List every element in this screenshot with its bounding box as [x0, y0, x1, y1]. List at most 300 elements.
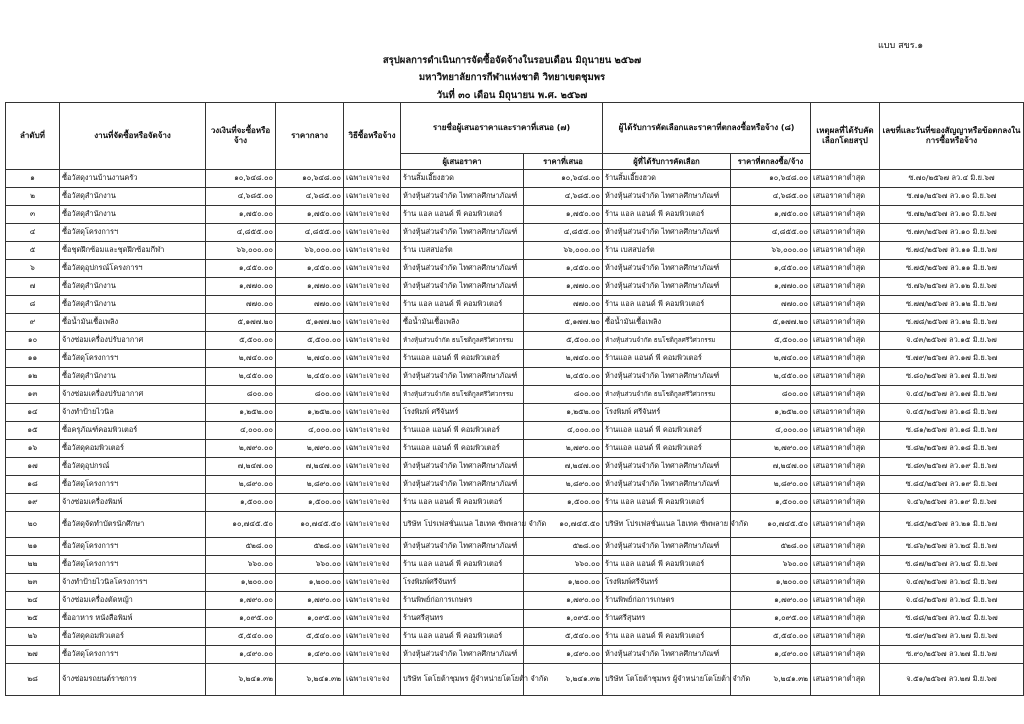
procurement-method: เฉพาะเจาะจง: [344, 646, 401, 664]
median-price: ๖,๒๔๑.๓๒: [276, 664, 344, 696]
table-row: [6, 646, 1024, 664]
budget-amount: ๘๐๐.๐๐: [206, 386, 276, 404]
procurement-method: เฉพาะเจาะจง: [344, 224, 401, 242]
winner-name: ร้าน เบสสปอร์ต: [603, 242, 731, 260]
winner-name: ร้าน แอล แอนด์ พี คอมพิวเตอร์: [603, 296, 731, 314]
table-row: [6, 296, 1024, 314]
procurement-method: เฉพาะเจาะจง: [344, 206, 401, 224]
procurement-method: เฉพาะเจาะจง: [344, 556, 401, 574]
row-number: ๒๐: [6, 512, 60, 538]
winner-name: ร้านสิ้มเอี๊ยงฮวด: [603, 170, 731, 188]
budget-amount: ๒,๘๙๐.๐๐: [206, 476, 276, 494]
selection-reason: เสนอราคาต่ำสุด: [811, 458, 880, 476]
bidder-name: ห้างหุ้นส่วนจำกัด ไทศาลศึกษาภัณฑ์: [401, 368, 524, 386]
bid-price: ๔,๘๕๕.๐๐: [524, 224, 603, 242]
bid-price: ๕,๕๐๐.๐๐: [524, 332, 603, 350]
work-description: ซื้อวัสดุโครงการฯ: [60, 350, 206, 368]
work-description: ซื้อวัสดุอุปกรณ์โครงการฯ: [60, 260, 206, 278]
contract-ref: ซ.๗๕/๒๕๖๗ ลว.๑๑ มิ.ย.๖๗: [880, 260, 1024, 278]
bidder-name: ห้างหุ้นส่วนจำกัด ไทศาลศึกษาภัณฑ์: [401, 188, 524, 206]
col-method-header: วิธีซื้อหรือจ้าง: [344, 103, 401, 170]
winner-name: โรงพิมพ์ศรีจันทร์: [603, 574, 731, 592]
contract-ref: ซ.๘๙/๒๕๖๗ ลว.๒๗ มิ.ย.๖๗: [880, 628, 1024, 646]
procurement-method: เฉพาะเจาะจง: [344, 610, 401, 628]
budget-amount: ๒,๗๔๐.๐๐: [206, 350, 276, 368]
bid-price: ๒,๘๙๐.๐๐: [524, 476, 603, 494]
agreed-price: ๑๐,๖๔๘.๐๐: [731, 170, 811, 188]
agreed-price: ๘๐๐.๐๐: [731, 386, 811, 404]
row-number: ๒: [6, 188, 60, 206]
agreed-price: ๒,๘๙๐.๐๐: [731, 476, 811, 494]
col-agreed-price-header: ราคาที่ตกลงซื้อ/จ้าง: [731, 154, 811, 170]
table-row: [6, 368, 1024, 386]
budget-amount: ๒,๗๙๐.๐๐: [206, 440, 276, 458]
col-median-header: ราคากลาง: [276, 103, 344, 170]
median-price: ๗,๒๔๗.๐๐: [276, 458, 344, 476]
winner-name: ห้างหุ้นส่วนจำกัด ไทศาลศึกษาภัณฑ์: [603, 224, 731, 242]
bid-price: ๖๖,๐๐๐.๐๐: [524, 242, 603, 260]
winner-name: ห้างหุ้นส่วนจำกัด ไทศาลศึกษาภัณฑ์: [603, 278, 731, 296]
procurement-method: เฉพาะเจาะจง: [344, 494, 401, 512]
procurement-method: เฉพาะเจาะจง: [344, 350, 401, 368]
winner-name: ร้าน แอล แอนด์ พี คอมพิวเตอร์: [603, 628, 731, 646]
procurement-method: เฉพาะเจาะจง: [344, 368, 401, 386]
agreed-price: ๒,๗๙๐.๐๐: [731, 440, 811, 458]
selection-reason: เสนอราคาต่ำสุด: [811, 260, 880, 278]
bidder-name: ร้าน แอล แอนด์ พี คอมพิวเตอร์: [401, 296, 524, 314]
work-description: ซื้อวัสดุสำนักงาน: [60, 206, 206, 224]
bid-price: ๑,๔๕๐.๐๐: [524, 260, 603, 278]
budget-amount: ๖,๒๔๑.๓๒: [206, 664, 276, 696]
contract-ref: จ.๔๔/๒๕๖๗ ลว.๑๗ มิ.ย.๖๗: [880, 386, 1024, 404]
selection-reason: เสนอราคาต่ำสุด: [811, 440, 880, 458]
table-row: [6, 422, 1024, 440]
col-budget-header: วงเงินที่จะซื้อหรือจ้าง: [206, 103, 276, 170]
procurement-method: เฉพาะเจาะจง: [344, 242, 401, 260]
budget-amount: ๑,๔๕๐.๐๐: [206, 260, 276, 278]
col-winner-header: ผู้ได้รับการคัดเลือกและราคาที่ตกลงซื้อหรือจ้าง (๘): [603, 103, 811, 154]
work-description: ซื้อวัสดุโครงการฯ: [60, 538, 206, 556]
selection-reason: เสนอราคาต่ำสุด: [811, 646, 880, 664]
bid-price: ๒,๗๔๐.๐๐: [524, 350, 603, 368]
table-row: [6, 512, 1024, 538]
bid-price: ๕,๕๔๐.๐๐: [524, 628, 603, 646]
median-price: ๑,๒๕๒.๐๐: [276, 404, 344, 422]
row-number: ๑: [6, 170, 60, 188]
agreed-price: ๑,๒๐๐.๐๐: [731, 574, 811, 592]
bid-price: ๗,๒๔๗.๐๐: [524, 458, 603, 476]
table-row: [6, 386, 1024, 404]
bid-price: ๑,๗๗๐.๐๐: [524, 278, 603, 296]
winner-name: ร้านพิพย์ก่อการเกษตร: [603, 592, 731, 610]
median-price: ๑,๗๗๐.๐๐: [276, 278, 344, 296]
organization-name: มหาวิทยาลัยการกีฬาแห่งชาติ วิทยาเขตชุมพร: [418, 72, 606, 83]
agreed-price: ๖๖,๐๐๐.๐๐: [731, 242, 811, 260]
procurement-method: เฉพาะเจาะจง: [344, 296, 401, 314]
agreed-price: ๕,๑๗๗.๒๐: [731, 314, 811, 332]
work-description: ซื้อวัสดุโครงการฯ: [60, 556, 206, 574]
row-number: ๑๐: [6, 332, 60, 350]
table-row: [6, 242, 1024, 260]
budget-amount: ๔,๐๐๐.๐๐: [206, 422, 276, 440]
selection-reason: เสนอราคาต่ำสุด: [811, 538, 880, 556]
winner-name: ร้านแอล แอนด์ พี คอมพิวเตอร์: [603, 422, 731, 440]
agreed-price: ๑,๐๙๕.๐๐: [731, 610, 811, 628]
bid-price: ๒,๔๕๐.๐๐: [524, 368, 603, 386]
table-row: [6, 224, 1024, 242]
bidder-name: ร้าน แอล แอนด์ พี คอมพิวเตอร์: [401, 494, 524, 512]
bidder-name: ร้าน แอล แอนด์ พี คอมพิวเตอร์: [401, 206, 524, 224]
contract-ref: จ.๔๗/๒๕๖๗ ลว.๒๔ มิ.ย.๖๗: [880, 574, 1024, 592]
row-number: ๑๙: [6, 494, 60, 512]
agreed-price: ๕๒๘.๐๐: [731, 538, 811, 556]
selection-reason: เสนอราคาต่ำสุด: [811, 188, 880, 206]
median-price: ๑,๗๕๐.๐๐: [276, 206, 344, 224]
agreed-price: ๕,๕๔๐.๐๐: [731, 628, 811, 646]
budget-amount: ๖๖,๐๐๐.๐๐: [206, 242, 276, 260]
selection-reason: เสนอราคาต่ำสุด: [811, 476, 880, 494]
budget-amount: ๑,๐๙๕.๐๐: [206, 610, 276, 628]
bid-price: ๑๐,๗๔๕.๕๐: [524, 512, 603, 538]
row-number: ๔: [6, 224, 60, 242]
table-row: [6, 610, 1024, 628]
contract-ref: ซ.๘๗/๒๕๖๗ ลว.๒๔ มิ.ย.๖๗: [880, 556, 1024, 574]
row-number: ๒๓: [6, 574, 60, 592]
median-price: ๗๗๐.๐๐: [276, 296, 344, 314]
procurement-method: เฉพาะเจาะจง: [344, 386, 401, 404]
budget-amount: ๖๖๐.๐๐: [206, 556, 276, 574]
budget-amount: ๑,๔๙๐.๐๐: [206, 646, 276, 664]
bidder-name: ห้างหุ้นส่วนจำกัด ไทศาลศึกษาภัณฑ์: [401, 278, 524, 296]
winner-name: ร้านแอล แอนด์ พี คอมพิวเตอร์: [603, 350, 731, 368]
agreed-price: ๑,๒๕๒.๐๐: [731, 404, 811, 422]
selection-reason: เสนอราคาต่ำสุด: [811, 332, 880, 350]
contract-ref: ซ.๘๖/๒๕๖๗ ลว.๒๔ มิ.ย.๖๗: [880, 538, 1024, 556]
col-reason-header: เหตุผลที่ได้รับคัดเลือกโดยสรุป: [811, 103, 880, 170]
row-number: ๑๑: [6, 350, 60, 368]
bidder-name: โรงพิมพ์ศรีจันทร์: [401, 574, 524, 592]
winner-name: ร้าน แอล แอนด์ พี คอมพิวเตอร์: [603, 556, 731, 574]
median-price: ๒,๔๕๐.๐๐: [276, 368, 344, 386]
row-number: ๕: [6, 242, 60, 260]
bidder-name: ห้างหุ้นส่วนจำกัด ไทศาลศึกษาภัณฑ์: [401, 476, 524, 494]
selection-reason: เสนอราคาต่ำสุด: [811, 386, 880, 404]
row-number: ๒๑: [6, 538, 60, 556]
budget-amount: ๑๐,๗๔๕.๕๐: [206, 512, 276, 538]
budget-amount: ๑,๒๕๒.๐๐: [206, 404, 276, 422]
contract-ref: ซ.๗๙/๒๕๖๗ ลว.๑๗ มิ.ย.๖๗: [880, 350, 1024, 368]
winner-name: ร้านศรีสุนทร: [603, 610, 731, 628]
row-number: ๘: [6, 296, 60, 314]
median-price: ๕,๑๗๗.๒๐: [276, 314, 344, 332]
bidder-name: ห้างหุ้นส่วนจำกัด ไทศาลศึกษาภัณฑ์: [401, 458, 524, 476]
work-description: ซื้อชุดฝึกซ้อมและชุดฝึกซ้อมกีฬา: [60, 242, 206, 260]
table-row: [6, 440, 1024, 458]
work-description: จ้างซ่อมเครื่องปรับอากาศ: [60, 332, 206, 350]
bidder-name: ร้านแอล แอนด์ พี คอมพิวเตอร์: [401, 422, 524, 440]
bid-price: ๑,๔๙๐.๐๐: [524, 646, 603, 664]
winner-name: ห้างหุ้นส่วนจำกัด ธนโชติกูลศรีวิศวกรรม: [603, 332, 731, 350]
procurement-method: เฉพาะเจาะจง: [344, 404, 401, 422]
selection-reason: เสนอราคาต่ำสุด: [811, 556, 880, 574]
contract-ref: ซ.๘๒/๒๕๖๗ ลว.๑๘ มิ.ย.๖๗: [880, 440, 1024, 458]
contract-ref: ซ.๗๑/๒๕๖๗ ลว.๑๐ มิ.ย.๖๗: [880, 188, 1024, 206]
work-description: ซื้อวัสดุโครงการฯ: [60, 224, 206, 242]
form-code: แบบ สขร.๑: [878, 41, 924, 51]
contract-ref: ซ.๘๐/๒๕๖๗ ลว.๑๗ มิ.ย.๖๗: [880, 368, 1024, 386]
table-row: [6, 574, 1024, 592]
contract-ref: ซ.๘๓/๒๕๖๗ ลว.๑๙ มิ.ย.๖๗: [880, 458, 1024, 476]
report-date: วันที่ ๓๐ เดือน มิถุนายน พ.ศ. ๒๕๖๗: [436, 90, 588, 101]
budget-amount: ๔,๖๘๕.๐๐: [206, 188, 276, 206]
median-price: ๕,๕๔๐.๐๐: [276, 628, 344, 646]
work-description: ซื้อวัสดุสำนักงาน: [60, 368, 206, 386]
budget-amount: ๕,๑๗๗.๒๐: [206, 314, 276, 332]
contract-ref: ซ.๗๔/๒๕๖๗ ลว.๑๑ มิ.ย.๖๗: [880, 242, 1024, 260]
col-contract-header: เลขที่และวันที่ของสัญญาหรือข้อตกลงในการซื้อหรือจ้าง: [880, 103, 1024, 170]
bidder-name: ร้านพิพย์ก่อการเกษตร: [401, 592, 524, 610]
procurement-method: เฉพาะเจาะจง: [344, 574, 401, 592]
work-description: ซื้อวัสดุคอมพิวเตอร์: [60, 628, 206, 646]
table-row: [6, 350, 1024, 368]
work-description: จ้างซ่อมรถยนต์ราชการ: [60, 664, 206, 696]
bid-price: ๑,๒๕๒.๐๐: [524, 404, 603, 422]
row-number: ๑๒: [6, 368, 60, 386]
bid-price: ๔,๖๘๕.๐๐: [524, 188, 603, 206]
table-row: [6, 556, 1024, 574]
agreed-price: ๖๖๐.๐๐: [731, 556, 811, 574]
bid-price: ๑,๗๙๐.๐๐: [524, 592, 603, 610]
procurement-method: เฉพาะเจาะจง: [344, 332, 401, 350]
contract-ref: ซ.๗๘/๒๕๖๗ ลว.๑๒ มิ.ย.๖๗: [880, 314, 1024, 332]
procurement-method: เฉพาะเจาะจง: [344, 512, 401, 538]
median-price: ๘๐๐.๐๐: [276, 386, 344, 404]
work-description: จ้างทำป้ายไวนิลโครงการฯ: [60, 574, 206, 592]
budget-amount: ๑,๗๕๐.๐๐: [206, 206, 276, 224]
row-number: ๒๕: [6, 610, 60, 628]
procurement-method: เฉพาะเจาะจง: [344, 476, 401, 494]
median-price: ๒,๗๙๐.๐๐: [276, 440, 344, 458]
procurement-method: เฉพาะเจาะจง: [344, 170, 401, 188]
contract-ref: ซ.๘๕/๒๕๖๗ ลว.๒๑ มิ.ย.๖๗: [880, 512, 1024, 538]
bidder-name: ร้านแอล แอนด์ พี คอมพิวเตอร์: [401, 440, 524, 458]
row-number: ๒๔: [6, 592, 60, 610]
winner-name: ห้างหุ้นส่วนจำกัด ธนโชติกูลศรีวิศวกรรม: [603, 386, 731, 404]
bidder-name: ห้างหุ้นส่วนจำกัด ไทศาลศึกษาภัณฑ์: [401, 260, 524, 278]
median-price: ๑,๕๐๐.๐๐: [276, 494, 344, 512]
winner-name: ซื้อน้ำมันเชื้อเพลิง: [603, 314, 731, 332]
budget-amount: ๕,๕๐๐.๐๐: [206, 332, 276, 350]
bidder-name: ห้างหุ้นส่วนจำกัด ไทศาลศึกษาภัณฑ์: [401, 224, 524, 242]
procurement-method: เฉพาะเจาะจง: [344, 628, 401, 646]
bidder-name: บริษัท โตโยต้าชุมพร ผู้จำหน่ายโตโยต้า จำกัด: [401, 664, 524, 696]
selection-reason: เสนอราคาต่ำสุด: [811, 512, 880, 538]
work-description: ซื้อวัสดุงานบ้านงานครัว: [60, 170, 206, 188]
selection-reason: เสนอราคาต่ำสุด: [811, 242, 880, 260]
bid-price: ๑๐,๖๔๘.๐๐: [524, 170, 603, 188]
procurement-method: เฉพาะเจาะจง: [344, 314, 401, 332]
agreed-price: ๑,๗๗๐.๐๐: [731, 278, 811, 296]
row-number: ๑๓: [6, 386, 60, 404]
work-description: จ้างซ่อมเครื่องตัดหญ้า: [60, 592, 206, 610]
winner-name: ร้าน แอล แอนด์ พี คอมพิวเตอร์: [603, 206, 731, 224]
work-description: ซื้อวัสดุสำนักงาน: [60, 278, 206, 296]
agreed-price: ๑,๗๕๐.๐๐: [731, 206, 811, 224]
selection-reason: เสนอราคาต่ำสุด: [811, 224, 880, 242]
row-number: ๙: [6, 314, 60, 332]
bid-price: ๑,๐๙๕.๐๐: [524, 610, 603, 628]
row-number: ๒๘: [6, 664, 60, 696]
winner-name: ร้านแอล แอนด์ พี คอมพิวเตอร์: [603, 440, 731, 458]
procurement-method: เฉพาะเจาะจง: [344, 592, 401, 610]
col-bidders-header: รายชื่อผู้เสนอราคาและราคาที่เสนอ (๗): [401, 103, 603, 154]
bidder-name: ร้านสิ้มเอี๊ยงฮวด: [401, 170, 524, 188]
bid-price: ๘๐๐.๐๐: [524, 386, 603, 404]
selection-reason: เสนอราคาต่ำสุด: [811, 278, 880, 296]
budget-amount: ๒,๔๕๐.๐๐: [206, 368, 276, 386]
table-row: [6, 188, 1024, 206]
agreed-price: ๔,๐๐๐.๐๐: [731, 422, 811, 440]
table-row: [6, 458, 1024, 476]
contract-ref: จ.๔๘/๒๕๖๗ ลว.๒๔ มิ.ย.๖๗: [880, 592, 1024, 610]
winner-name: ห้างหุ้นส่วนจำกัด ไทศาลศึกษาภัณฑ์: [603, 260, 731, 278]
table-row: [6, 494, 1024, 512]
work-description: ซื้อวัสดุจัดทำบัตรนักศึกษา: [60, 512, 206, 538]
bidder-name: ร้าน แอล แอนด์ พี คอมพิวเตอร์: [401, 628, 524, 646]
budget-amount: ๗๗๐.๐๐: [206, 296, 276, 314]
winner-name: ห้างหุ้นส่วนจำกัด ไทศาลศึกษาภัณฑ์: [603, 476, 731, 494]
row-number: ๑๗: [6, 458, 60, 476]
bid-price: ๕๒๘.๐๐: [524, 538, 603, 556]
bidder-name: ร้านแอล แอนด์ พี คอมพิวเตอร์: [401, 350, 524, 368]
agreed-price: ๖,๒๔๑.๓๒: [731, 664, 811, 696]
table-row: [6, 476, 1024, 494]
agreed-price: ๑,๗๙๐.๐๐: [731, 592, 811, 610]
budget-amount: ๔,๘๕๕.๐๐: [206, 224, 276, 242]
procurement-method: เฉพาะเจาะจง: [344, 538, 401, 556]
selection-reason: เสนอราคาต่ำสุด: [811, 610, 880, 628]
table-row: [6, 538, 1024, 556]
row-number: ๑๖: [6, 440, 60, 458]
bidder-name: ร้าน เบสสปอร์ต: [401, 242, 524, 260]
budget-amount: ๑,๗๙๐.๐๐: [206, 592, 276, 610]
median-price: ๑๐,๗๔๕.๕๐: [276, 512, 344, 538]
agreed-price: ๔,๘๕๕.๐๐: [731, 224, 811, 242]
work-description: ซื้อวัสดุโครงการฯ: [60, 476, 206, 494]
table-row: [6, 592, 1024, 610]
agreed-price: ๗,๒๔๗.๐๐: [731, 458, 811, 476]
winner-name: ห้างหุ้นส่วนจำกัด ไทศาลศึกษาภัณฑ์: [603, 188, 731, 206]
work-description: ซื้อวัสดุอุปกรณ์: [60, 458, 206, 476]
work-description: ซื้ออาหาร หนังสือพิมพ์: [60, 610, 206, 628]
budget-amount: ๑,๗๗๐.๐๐: [206, 278, 276, 296]
selection-reason: เสนอราคาต่ำสุด: [811, 404, 880, 422]
contract-ref: ซ.๗๐/๒๕๖๗ ลว.๔ มิ.ย.๖๗: [880, 170, 1024, 188]
table-row: [6, 404, 1024, 422]
bidder-name: ร้านศรีสุนทร: [401, 610, 524, 628]
selection-reason: เสนอราคาต่ำสุด: [811, 422, 880, 440]
contract-ref: ซ.๗๓/๒๕๖๗ ลว.๑๐ มิ.ย.๖๗: [880, 224, 1024, 242]
agreed-price: ๑,๕๐๐.๐๐: [731, 494, 811, 512]
table-row: [6, 170, 1024, 188]
procurement-table: [5, 102, 1024, 696]
procurement-method: เฉพาะเจาะจง: [344, 278, 401, 296]
row-number: ๑๔: [6, 404, 60, 422]
median-price: ๕๒๘.๐๐: [276, 538, 344, 556]
median-price: ๔,๖๘๕.๐๐: [276, 188, 344, 206]
table-row: [6, 664, 1024, 696]
agreed-price: ๑๐,๗๔๕.๕๐: [731, 512, 811, 538]
selection-reason: เสนอราคาต่ำสุด: [811, 170, 880, 188]
selection-reason: เสนอราคาต่ำสุด: [811, 296, 880, 314]
bidder-name: ห้างหุ้นส่วนจำกัด ธนโชติกูลศรีวิศวกรรม: [401, 386, 524, 404]
row-number: ๑๘: [6, 476, 60, 494]
median-price: ๑๐,๖๔๘.๐๐: [276, 170, 344, 188]
bidder-name: ซื้อน้ำมันเชื้อเพลิง: [401, 314, 524, 332]
work-description: ซื้อวัสดุสำนักงาน: [60, 296, 206, 314]
winner-name: ร้าน แอล แอนด์ พี คอมพิวเตอร์: [603, 494, 731, 512]
bidder-name: โรงพิมพ์ ศรีจันทร์: [401, 404, 524, 422]
agreed-price: ๒,๔๕๐.๐๐: [731, 368, 811, 386]
bidder-name: ห้างหุ้นส่วนจำกัด ไทศาลศึกษาภัณฑ์: [401, 646, 524, 664]
row-number: ๒๒: [6, 556, 60, 574]
agreed-price: ๗๗๐.๐๐: [731, 296, 811, 314]
median-price: ๑,๔๕๐.๐๐: [276, 260, 344, 278]
procurement-method: เฉพาะเจาะจง: [344, 260, 401, 278]
median-price: ๕,๕๐๐.๐๐: [276, 332, 344, 350]
median-price: ๒,๗๔๐.๐๐: [276, 350, 344, 368]
bidder-name: ร้าน แอล แอนด์ พี คอมพิวเตอร์: [401, 556, 524, 574]
budget-amount: ๕๒๘.๐๐: [206, 538, 276, 556]
bid-price: ๗๗๐.๐๐: [524, 296, 603, 314]
contract-ref: ซ.๘๘/๒๕๖๗ ลว.๒๔ มิ.ย.๖๗: [880, 610, 1024, 628]
work-description: ซื้อวัสดุคอมพิวเตอร์: [60, 440, 206, 458]
work-description: ซื้อน้ำมันเชื้อเพลิง: [60, 314, 206, 332]
contract-ref: ซ.๙๐/๒๕๖๗ ลว.๒๗ มิ.ย.๖๗: [880, 646, 1024, 664]
selection-reason: เสนอราคาต่ำสุด: [811, 574, 880, 592]
row-number: ๗: [6, 278, 60, 296]
work-description: ซื้อวัสดุสำนักงาน: [60, 188, 206, 206]
procurement-method: เฉพาะเจาะจง: [344, 664, 401, 696]
procurement-method: เฉพาะเจาะจง: [344, 188, 401, 206]
table-row: [6, 260, 1024, 278]
median-price: ๑,๗๙๐.๐๐: [276, 592, 344, 610]
winner-name: ห้างหุ้นส่วนจำกัด ไทศาลศึกษาภัณฑ์: [603, 368, 731, 386]
selection-reason: เสนอราคาต่ำสุด: [811, 494, 880, 512]
procurement-method: เฉพาะเจาะจง: [344, 440, 401, 458]
procurement-method: เฉพาะเจาะจง: [344, 458, 401, 476]
agreed-price: ๔,๖๘๕.๐๐: [731, 188, 811, 206]
procurement-rows: [6, 170, 1024, 696]
row-number: ๑๕: [6, 422, 60, 440]
selection-reason: เสนอราคาต่ำสุด: [811, 628, 880, 646]
median-price: ๖๖๐.๐๐: [276, 556, 344, 574]
row-number: ๒๖: [6, 628, 60, 646]
col-bid-price-header: ราคาที่เสนอ: [524, 154, 603, 170]
row-number: ๖: [6, 260, 60, 278]
selection-reason: เสนอราคาต่ำสุด: [811, 664, 880, 696]
bid-price: ๖,๒๔๑.๓๒: [524, 664, 603, 696]
bidder-name: ห้างหุ้นส่วนจำกัด ไทศาลศึกษาภัณฑ์: [401, 538, 524, 556]
contract-ref: จ.๔๕/๒๕๖๗ ลว.๑๘ มิ.ย.๖๗: [880, 404, 1024, 422]
row-number: ๒๗: [6, 646, 60, 664]
table-row: [6, 314, 1024, 332]
table-row: [6, 628, 1024, 646]
median-price: ๒,๘๙๐.๐๐: [276, 476, 344, 494]
contract-ref: จ.๕๑/๒๕๖๗ ลว.๒๗ มิ.ย.๖๗: [880, 664, 1024, 696]
budget-amount: ๑,๕๐๐.๐๐: [206, 494, 276, 512]
bidder-name: บริษัท โปรเฟสชั่นแนล ไฮเทค ซัพพลาย จำกัด: [401, 512, 524, 538]
